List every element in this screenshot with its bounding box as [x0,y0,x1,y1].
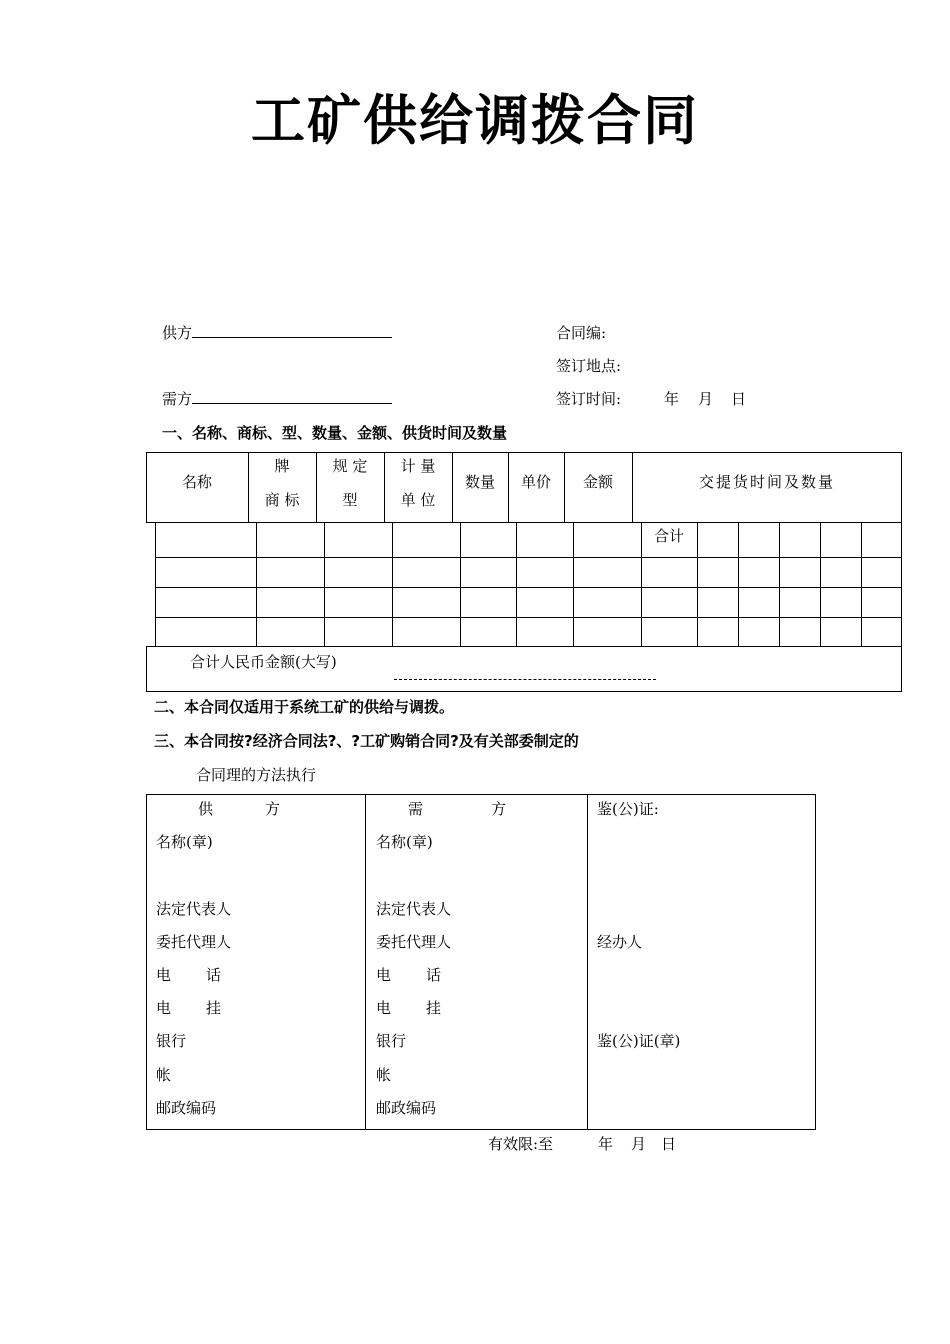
supplier-account: 帐 [156,1066,172,1084]
col-amount: 金额 [582,473,613,491]
buyer-phone-b: 话 [426,966,442,984]
total-rmb-dash-line[interactable] [394,679,656,680]
col-brand-top: 牌 [274,457,290,475]
supplier-hang-b: 挂 [206,999,222,1017]
supplier-header-a: 供 [198,800,214,818]
buyer-header-a: 需 [408,800,424,818]
col-delivery: 交提货时间及数量 [698,473,835,491]
col-name: 名称 [181,473,212,491]
buyer-name: 名称(章) [376,833,433,851]
section3-text: 三、本合同按?经济合同法?、?工矿购销合同?及有关部委制定的 [154,732,579,750]
sign-year: 年 [664,390,680,408]
col-price: 单价 [520,473,551,491]
supplier-line [162,322,392,343]
notary-handler: 经办人 [597,933,643,951]
col-qty: 数量 [464,473,495,491]
buyer-input-line[interactable] [192,389,392,404]
buyer-postcode: 邮政编码 [376,1099,437,1117]
col-brand-bottom: 商 标 [264,491,300,509]
buyer-account: 帐 [376,1066,392,1084]
sign-place-label: 签订地点: [556,357,622,375]
document-title: 工矿供给调拨合同 [251,89,699,152]
validity-month: 月 [631,1135,647,1153]
sign-time-label: 签订时间: [556,390,622,408]
supplier-agent: 委托代理人 [156,933,232,951]
buyer-agent: 委托代理人 [376,933,452,951]
col-spec-top: 规 定 [332,457,368,475]
validity-year: 年 [598,1135,614,1153]
supplier-label: 供方 [162,324,193,342]
buyer-legal-rep: 法定代表人 [376,900,452,918]
col-total: 合计 [653,527,684,545]
validity-day: 日 [661,1135,677,1153]
buyer-hang-a: 电 [376,999,392,1017]
buyer-bank: 银行 [376,1032,407,1050]
supplier-input-line[interactable] [192,323,392,338]
sign-month: 月 [698,390,714,408]
section3-continuation: 合同理的方法执行 [196,766,317,784]
col-unit-bottom: 单 位 [400,491,436,509]
buyer-header-b: 方 [491,800,507,818]
notary-header: 鉴(公)证: [597,800,659,818]
supplier-legal-rep: 法定代表人 [156,900,232,918]
supplier-phone-b: 话 [206,966,222,984]
col-unit-top: 计 量 [400,457,436,475]
buyer-label: 需方 [162,390,193,408]
sign-day: 日 [731,390,747,408]
section1-heading: 一、名称、商标、型、数量、金额、供货时间及数量 [162,424,508,442]
supplier-name: 名称(章) [156,833,213,851]
supplier-hang-a: 电 [156,999,172,1017]
notary-seal: 鉴(公)证(章) [597,1032,681,1050]
contract-no-label: 合同编: [556,324,607,342]
col-spec-bottom: 型 [342,491,358,509]
supplier-header-b: 方 [265,800,281,818]
buyer-phone-a: 电 [376,966,392,984]
supplier-phone-a: 电 [156,966,172,984]
buyer-hang-b: 挂 [426,999,442,1017]
goods-table-body [155,522,902,647]
parties-box [146,794,816,1130]
supplier-postcode: 邮政编码 [156,1099,217,1117]
validity-label: 有效限:至 [488,1135,554,1153]
section2-text: 二、本合同仅适用于系统工矿的供给与调拨。 [154,698,455,716]
buyer-line [162,388,392,409]
supplier-bank: 银行 [156,1032,187,1050]
total-rmb-label: 合计人民币金额(大写) [190,653,337,671]
